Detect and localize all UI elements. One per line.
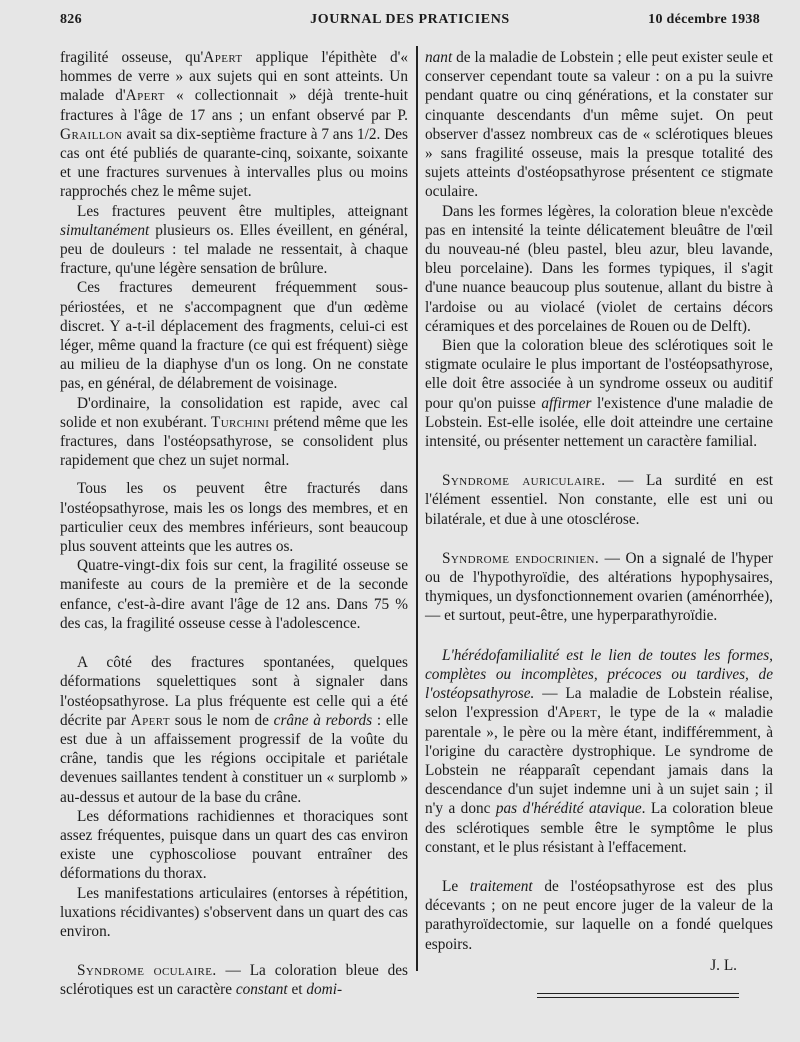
left-column (60, 48, 408, 1000)
author-name: Apert (203, 49, 243, 66)
section-heading: Syndrome endocrinien. (442, 549, 600, 567)
paragraph: D'ordinaire, la consolidation est rapide, avec cal solide et non exubérant. Turchini prétend même que les fractures, dans l'ostéopsathyrose, se consolident plus rapidement que chez un sujet normal. (60, 394, 408, 470)
section-syndrome-oculaire: Syndrome oculaire. — La coloration bleue des sclérotiques est un caractère constant et domi- (60, 962, 408, 999)
author-name: Graillon (60, 125, 123, 143)
section-heredofamilialite: L'hérédofamilialité est le lien de toutes les formes, complètes ou incomplètes, précoces ou tardives, de l'ostéopsathyrose. — La maladie de Lobstein réalise, selon l'expression d'Apert, le type de la « maladie parentale », le père ou la mère étant, indifféremment, à l'origine du caractère dystrophique. Le syndrome de Lobstein ne réapparaît cependant jamais dans la descendance d'un sujet indemne uni à un sujet sain ; il n'y a donc pas d'hérédité atavique. La coloration bleue des sclérotiques semble être le symptôme le plus constant, et le plus résistant à l'effacement. (425, 646, 773, 856)
paragraph: Les déformations rachidiennes et thoraciques sont assez fréquentes, puisque dans un quart des cas environ existe une cyphoscoliose pouvant entraîner des déformations du thorax. (60, 807, 408, 883)
paragraph: Les manifestations articulaires (entorses à répétition, luxations récidivantes) s'observent dans un quart des cas environ. (60, 884, 408, 940)
section-syndrome-auriculaire: Syndrome auriculaire. — La surdité en est l'élément essentiel. Non constante, elle est uni ou bilatérale, et due à une otosclérose. (425, 472, 773, 528)
paragraph: fragilité osseuse, qu'Apert applique l'épithète d'« hommes de verre » aux sujets qui en sont atteints. Un malade d'Apert « collectionnait » déjà trente-huit fractures à l'âge de 17 ans ; un enfant observé par P. Graillon avait sa dix-septième fracture à 7 ans 1/2. Des cas ont été publiés de quarante-cinq, soixante, soixante et une fractures survenues à intervalles plus ou moins rapprochés chez le même sujet. (60, 49, 408, 201)
end-rule (537, 993, 739, 998)
issue-date: 10 décembre 1938 (648, 12, 760, 27)
column-divider (416, 46, 418, 971)
author-name: Apert (125, 87, 165, 105)
paragraph: Les fractures peuvent être multiples, atteignant simultanément plusieurs os. Elles éveillent, en général, peu de douleurs : tel malade ne ressentait, à chaque fracture, qu'une légère sensation de brûlure. (60, 202, 408, 278)
paragraph: nant de la maladie de Lobstein ; elle peut exister seule et conserver cependant toute sa valeur : on a pu la suivre pendant quatre ou cinq générations, et la constater sur cinquante descendants d'un même sujet. On peut observer d'assez nombreux cas de « sclérotiques bleues » sans fragilité osseuse, mais la presque totalité des sujets atteints d'ostéopsathyrose présentent ce stigmate oculaire. (425, 49, 773, 201)
signature: J. L. (710, 956, 737, 974)
author-name: Apert (130, 711, 170, 729)
author-name: Apert (557, 704, 598, 722)
paragraph: Tous les os peuvent être fracturés dans l'ostéopsathyrose, mais les os longs des membres, et en particulier ceux des membres inférieurs, sont beaucoup plus souvent atteints que les autres os. (60, 480, 408, 556)
section-heading: L'hérédofamilialité est le lien de toutes les formes, complètes ou incomplètes, précoces ou tardives, de l'ostéopsathyrose. (425, 646, 773, 703)
paragraph: A côté des fractures spontanées, quelques déformations squelettiques sont à signaler dans l'ostéopsathyrose. La plus fréquente est celle qui a été décrite par Apert sous le nom de crâne à rebords : elle est due à un affaissement progressif de la voûte du crâne, tandis que les régions occipitale et pariétale devenues saillantes tendent à constituer un « surplomb » au-dessus et autour de la base du crâne. (60, 654, 408, 806)
right-column (425, 48, 773, 998)
page-number: 826 (60, 12, 82, 27)
section-syndrome-endocrinien: Syndrome endocrinien. — On a signalé de l'hyper ou de l'hypothyroïdie, des altérations hypophysaires, thymiques, un dysfonctionnement ovarien (aménorrhée), — et surtout, peut-être, une hyperparathyroïdie. (425, 549, 773, 625)
paragraph: Ces fractures demeurent fréquemment sous-périostées, et ne s'accompagnent que d'un œdème discret. Y a-t-il déplacement des fragments, celui-ci est léger, même quand la fracture (ce qui est fréquent) siège au milieu de la diaphyse d'un os long. On ne constate pas, en général, de délabrement de voisinage. (60, 279, 408, 393)
section-traitement: Le traitement de l'ostéopsathyrose est des plus décevants ; on ne peut encore juger de la valeur de la parathyroïdectomie, sur laquelle on a fondé quelques espoirs. (425, 877, 773, 953)
journal-title: JOURNAL DES PRATICIENS (310, 12, 510, 27)
section-heading: Syndrome auriculaire. (442, 472, 606, 490)
section-heading: Syndrome oculaire. (77, 962, 217, 980)
page-header (60, 12, 760, 34)
author-name: Turchini (210, 413, 270, 431)
paragraph: Quatre-vingt-dix fois sur cent, la fragilité osseuse se manifeste au cours de la première et de la seconde enfance, c'est-à-dire avant l'âge de 12 ans. Dans 75 % des cas, la fragilité osseuse cesse à l'adolescence. (60, 557, 408, 632)
paragraph: Dans les formes légères, la coloration bleue n'excède pas en intensité la teinte délicatement bleuâtre de l'œil du nouveau-né (bleu pastel, bleu azur, bleu lavande, bleu porcelaine). Dans les formes typiques, il s'agit d'une nuance beaucoup plus soutenue, allant du bistre à l'ardoise ou au violacé (violet de certains décors céramiques et des porcelaines de Rouen ou de Delft). (425, 202, 773, 335)
paragraph: Bien que la coloration bleue des sclérotiques soit le stigmate oculaire le plus important de l'ostéopsathyrose, elle doit être associée à un syndrome osseux ou auditif pour qu'on puisse affirmer l'existence d'une maladie de Lobstein. Est-elle isolée, elle doit atteindre une certaine intensité, ou présenter nettement un caractère familial. (425, 337, 773, 451)
